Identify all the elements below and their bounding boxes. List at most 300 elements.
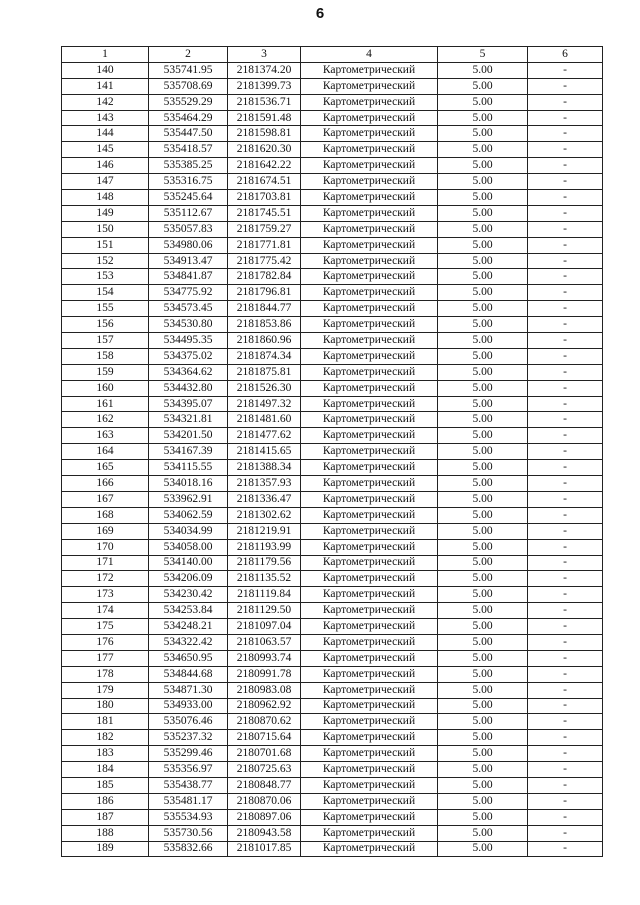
note-cell: - — [528, 190, 603, 206]
table-row — [62, 555, 603, 571]
x-coordinate-cell: 534775.92 — [149, 285, 228, 301]
note-cell: - — [528, 380, 603, 396]
note-cell: - — [528, 555, 603, 571]
point-number-cell: 166 — [62, 476, 149, 492]
point-number-cell: 161 — [62, 396, 149, 412]
table-row — [62, 825, 603, 841]
y-coordinate-cell: 2181302.62 — [228, 507, 301, 523]
note-cell: - — [528, 762, 603, 778]
table-row — [62, 221, 603, 237]
note-cell: - — [528, 571, 603, 587]
x-coordinate-cell: 535438.77 — [149, 777, 228, 793]
accuracy-cell: 5.00 — [438, 825, 528, 841]
note-cell: - — [528, 698, 603, 714]
x-coordinate-cell: 534364.62 — [149, 364, 228, 380]
method-cell: Картометрический — [301, 507, 438, 523]
y-coordinate-cell: 2180983.08 — [228, 682, 301, 698]
method-cell: Картометрический — [301, 523, 438, 539]
y-coordinate-cell: 2181591.48 — [228, 110, 301, 126]
y-coordinate-cell: 2181844.77 — [228, 301, 301, 317]
note-cell: - — [528, 158, 603, 174]
method-cell: Картометрический — [301, 253, 438, 269]
table-row — [62, 793, 603, 809]
point-number-cell: 178 — [62, 666, 149, 682]
x-coordinate-cell: 535245.64 — [149, 190, 228, 206]
table-row — [62, 539, 603, 555]
note-cell: - — [528, 587, 603, 603]
note-cell: - — [528, 428, 603, 444]
accuracy-cell: 5.00 — [438, 444, 528, 460]
method-cell: Картометрический — [301, 269, 438, 285]
point-number-cell: 141 — [62, 78, 149, 94]
x-coordinate-cell: 534322.42 — [149, 634, 228, 650]
x-coordinate-cell: 535832.66 — [149, 841, 228, 857]
table-row — [62, 62, 603, 78]
accuracy-cell: 5.00 — [438, 317, 528, 333]
accuracy-cell: 5.00 — [438, 333, 528, 349]
note-cell: - — [528, 809, 603, 825]
table-row — [62, 142, 603, 158]
y-coordinate-cell: 2181477.62 — [228, 428, 301, 444]
y-coordinate-cell: 2181179.56 — [228, 555, 301, 571]
table-row — [62, 174, 603, 190]
note-cell: - — [528, 714, 603, 730]
note-cell: - — [528, 777, 603, 793]
point-number-cell: 179 — [62, 682, 149, 698]
note-cell: - — [528, 523, 603, 539]
x-coordinate-cell: 535447.50 — [149, 126, 228, 142]
accuracy-cell: 5.00 — [438, 571, 528, 587]
point-number-cell: 156 — [62, 317, 149, 333]
note-cell: - — [528, 412, 603, 428]
x-coordinate-cell: 534201.50 — [149, 428, 228, 444]
table-header-row — [62, 47, 603, 63]
point-number-cell: 157 — [62, 333, 149, 349]
note-cell: - — [528, 825, 603, 841]
point-number-cell: 167 — [62, 491, 149, 507]
method-cell: Картометрический — [301, 603, 438, 619]
point-number-cell: 186 — [62, 793, 149, 809]
x-coordinate-cell: 534495.35 — [149, 333, 228, 349]
method-cell: Картометрический — [301, 809, 438, 825]
point-number-cell: 184 — [62, 762, 149, 778]
note-cell: - — [528, 650, 603, 666]
point-number-cell: 169 — [62, 523, 149, 539]
accuracy-cell: 5.00 — [438, 94, 528, 110]
point-number-cell: 154 — [62, 285, 149, 301]
accuracy-cell: 5.00 — [438, 205, 528, 221]
accuracy-cell: 5.00 — [438, 237, 528, 253]
x-coordinate-cell: 534913.47 — [149, 253, 228, 269]
y-coordinate-cell: 2181759.27 — [228, 221, 301, 237]
column-header: 4 — [301, 47, 438, 63]
method-cell: Картометрический — [301, 174, 438, 190]
x-coordinate-cell: 535481.17 — [149, 793, 228, 809]
y-coordinate-cell: 2181063.57 — [228, 634, 301, 650]
point-number-cell: 147 — [62, 174, 149, 190]
note-cell: - — [528, 460, 603, 476]
accuracy-cell: 5.00 — [438, 126, 528, 142]
point-number-cell: 152 — [62, 253, 149, 269]
method-cell: Картометрический — [301, 428, 438, 444]
table-row — [62, 507, 603, 523]
table-row — [62, 348, 603, 364]
method-cell: Картометрический — [301, 301, 438, 317]
note-cell: - — [528, 237, 603, 253]
accuracy-cell: 5.00 — [438, 650, 528, 666]
point-number-cell: 176 — [62, 634, 149, 650]
table-row — [62, 698, 603, 714]
method-cell: Картометрический — [301, 730, 438, 746]
y-coordinate-cell: 2181745.51 — [228, 205, 301, 221]
table-body — [62, 62, 603, 857]
method-cell: Картометрический — [301, 205, 438, 221]
table-row — [62, 253, 603, 269]
x-coordinate-cell: 534230.42 — [149, 587, 228, 603]
accuracy-cell: 5.00 — [438, 491, 528, 507]
y-coordinate-cell: 2181875.81 — [228, 364, 301, 380]
method-cell: Картометрический — [301, 650, 438, 666]
table-row — [62, 94, 603, 110]
point-number-cell: 148 — [62, 190, 149, 206]
y-coordinate-cell: 2181771.81 — [228, 237, 301, 253]
x-coordinate-cell: 535534.93 — [149, 809, 228, 825]
y-coordinate-cell: 2180701.68 — [228, 746, 301, 762]
note-cell: - — [528, 62, 603, 78]
table-row — [62, 746, 603, 762]
note-cell: - — [528, 94, 603, 110]
note-cell: - — [528, 221, 603, 237]
y-coordinate-cell: 2180715.64 — [228, 730, 301, 746]
y-coordinate-cell: 2181129.50 — [228, 603, 301, 619]
x-coordinate-cell: 534321.81 — [149, 412, 228, 428]
note-cell: - — [528, 126, 603, 142]
accuracy-cell: 5.00 — [438, 62, 528, 78]
point-number-cell: 140 — [62, 62, 149, 78]
note-cell: - — [528, 78, 603, 94]
note-cell: - — [528, 746, 603, 762]
accuracy-cell: 5.00 — [438, 698, 528, 714]
y-coordinate-cell: 2181620.30 — [228, 142, 301, 158]
x-coordinate-cell: 535529.29 — [149, 94, 228, 110]
method-cell: Картометрический — [301, 142, 438, 158]
y-coordinate-cell: 2181399.73 — [228, 78, 301, 94]
note-cell: - — [528, 317, 603, 333]
method-cell: Картометрический — [301, 396, 438, 412]
x-coordinate-cell: 535708.69 — [149, 78, 228, 94]
point-number-cell: 153 — [62, 269, 149, 285]
table-row — [62, 317, 603, 333]
y-coordinate-cell: 2181874.34 — [228, 348, 301, 364]
point-number-cell: 168 — [62, 507, 149, 523]
table-row — [62, 666, 603, 682]
table-row — [62, 714, 603, 730]
method-cell: Картометрический — [301, 762, 438, 778]
accuracy-cell: 5.00 — [438, 190, 528, 206]
column-header: 5 — [438, 47, 528, 63]
accuracy-cell: 5.00 — [438, 78, 528, 94]
y-coordinate-cell: 2181526.30 — [228, 380, 301, 396]
accuracy-cell: 5.00 — [438, 158, 528, 174]
accuracy-cell: 5.00 — [438, 666, 528, 682]
y-coordinate-cell: 2181336.47 — [228, 491, 301, 507]
column-header: 2 — [149, 47, 228, 63]
table-row — [62, 78, 603, 94]
table-row — [62, 809, 603, 825]
point-number-cell: 182 — [62, 730, 149, 746]
point-number-cell: 158 — [62, 348, 149, 364]
accuracy-cell: 5.00 — [438, 460, 528, 476]
accuracy-cell: 5.00 — [438, 110, 528, 126]
point-number-cell: 174 — [62, 603, 149, 619]
accuracy-cell: 5.00 — [438, 476, 528, 492]
accuracy-cell: 5.00 — [438, 539, 528, 555]
accuracy-cell: 5.00 — [438, 714, 528, 730]
x-coordinate-cell: 534841.87 — [149, 269, 228, 285]
note-cell: - — [528, 619, 603, 635]
accuracy-cell: 5.00 — [438, 841, 528, 857]
x-coordinate-cell: 535741.95 — [149, 62, 228, 78]
table-row — [62, 190, 603, 206]
y-coordinate-cell: 2180870.06 — [228, 793, 301, 809]
x-coordinate-cell: 534140.00 — [149, 555, 228, 571]
method-cell: Картометрический — [301, 619, 438, 635]
y-coordinate-cell: 2181860.96 — [228, 333, 301, 349]
y-coordinate-cell: 2181357.93 — [228, 476, 301, 492]
y-coordinate-cell: 2181703.81 — [228, 190, 301, 206]
accuracy-cell: 5.00 — [438, 587, 528, 603]
table-row — [62, 634, 603, 650]
x-coordinate-cell: 535418.57 — [149, 142, 228, 158]
y-coordinate-cell: 2180897.06 — [228, 809, 301, 825]
method-cell: Картометрический — [301, 364, 438, 380]
y-coordinate-cell: 2181374.20 — [228, 62, 301, 78]
accuracy-cell: 5.00 — [438, 142, 528, 158]
column-header: 1 — [62, 47, 149, 63]
note-cell: - — [528, 142, 603, 158]
y-coordinate-cell: 2181135.52 — [228, 571, 301, 587]
accuracy-cell: 5.00 — [438, 762, 528, 778]
method-cell: Картометрический — [301, 746, 438, 762]
x-coordinate-cell: 534018.16 — [149, 476, 228, 492]
method-cell: Картометрический — [301, 62, 438, 78]
accuracy-cell: 5.00 — [438, 603, 528, 619]
table-row — [62, 777, 603, 793]
accuracy-cell: 5.00 — [438, 364, 528, 380]
method-cell: Картометрический — [301, 94, 438, 110]
table-row — [62, 364, 603, 380]
coordinates-table — [61, 46, 603, 857]
y-coordinate-cell: 2181782.84 — [228, 269, 301, 285]
accuracy-cell: 5.00 — [438, 301, 528, 317]
table-row — [62, 650, 603, 666]
note-cell: - — [528, 634, 603, 650]
table-row — [62, 428, 603, 444]
y-coordinate-cell: 2181775.42 — [228, 253, 301, 269]
x-coordinate-cell: 534871.30 — [149, 682, 228, 698]
method-cell: Картометрический — [301, 380, 438, 396]
table-row — [62, 730, 603, 746]
point-number-cell: 160 — [62, 380, 149, 396]
point-number-cell: 164 — [62, 444, 149, 460]
accuracy-cell: 5.00 — [438, 746, 528, 762]
y-coordinate-cell: 2181481.60 — [228, 412, 301, 428]
y-coordinate-cell: 2181674.51 — [228, 174, 301, 190]
x-coordinate-cell: 535299.46 — [149, 746, 228, 762]
table-row — [62, 285, 603, 301]
method-cell: Картометрический — [301, 460, 438, 476]
point-number-cell: 180 — [62, 698, 149, 714]
table-row — [62, 587, 603, 603]
accuracy-cell: 5.00 — [438, 634, 528, 650]
x-coordinate-cell: 535076.46 — [149, 714, 228, 730]
note-cell: - — [528, 285, 603, 301]
y-coordinate-cell: 2181017.85 — [228, 841, 301, 857]
table-row — [62, 762, 603, 778]
method-cell: Картометрический — [301, 412, 438, 428]
x-coordinate-cell: 534058.00 — [149, 539, 228, 555]
point-number-cell: 144 — [62, 126, 149, 142]
point-number-cell: 185 — [62, 777, 149, 793]
column-header: 3 — [228, 47, 301, 63]
method-cell: Картометрический — [301, 348, 438, 364]
accuracy-cell: 5.00 — [438, 619, 528, 635]
x-coordinate-cell: 535730.56 — [149, 825, 228, 841]
x-coordinate-cell: 534248.21 — [149, 619, 228, 635]
note-cell: - — [528, 269, 603, 285]
note-cell: - — [528, 301, 603, 317]
note-cell: - — [528, 444, 603, 460]
x-coordinate-cell: 534115.55 — [149, 460, 228, 476]
method-cell: Картометрический — [301, 491, 438, 507]
y-coordinate-cell: 2181415.65 — [228, 444, 301, 460]
y-coordinate-cell: 2181796.81 — [228, 285, 301, 301]
note-cell: - — [528, 364, 603, 380]
x-coordinate-cell: 534980.06 — [149, 237, 228, 253]
point-number-cell: 171 — [62, 555, 149, 571]
method-cell: Картометрический — [301, 158, 438, 174]
note-cell: - — [528, 110, 603, 126]
point-number-cell: 162 — [62, 412, 149, 428]
table-row — [62, 380, 603, 396]
table-row — [62, 237, 603, 253]
point-number-cell: 170 — [62, 539, 149, 555]
note-cell: - — [528, 476, 603, 492]
table-row — [62, 205, 603, 221]
accuracy-cell: 5.00 — [438, 348, 528, 364]
point-number-cell: 165 — [62, 460, 149, 476]
y-coordinate-cell: 2181119.84 — [228, 587, 301, 603]
table-row — [62, 571, 603, 587]
x-coordinate-cell: 534034.99 — [149, 523, 228, 539]
table-row — [62, 158, 603, 174]
method-cell: Картометрический — [301, 317, 438, 333]
x-coordinate-cell: 535356.97 — [149, 762, 228, 778]
table-row — [62, 396, 603, 412]
x-coordinate-cell: 534933.00 — [149, 698, 228, 714]
y-coordinate-cell: 2181598.81 — [228, 126, 301, 142]
x-coordinate-cell: 535385.25 — [149, 158, 228, 174]
method-cell: Картометрический — [301, 555, 438, 571]
y-coordinate-cell: 2181642.22 — [228, 158, 301, 174]
x-coordinate-cell: 534844.68 — [149, 666, 228, 682]
x-coordinate-cell: 534062.59 — [149, 507, 228, 523]
y-coordinate-cell: 2181193.99 — [228, 539, 301, 555]
method-cell: Картометрический — [301, 333, 438, 349]
method-cell: Картометрический — [301, 476, 438, 492]
method-cell: Картометрический — [301, 825, 438, 841]
method-cell: Картометрический — [301, 666, 438, 682]
note-cell: - — [528, 841, 603, 857]
point-number-cell: 159 — [62, 364, 149, 380]
table-row — [62, 301, 603, 317]
method-cell: Картометрический — [301, 237, 438, 253]
y-coordinate-cell: 2181536.71 — [228, 94, 301, 110]
y-coordinate-cell: 2181097.04 — [228, 619, 301, 635]
x-coordinate-cell: 534432.80 — [149, 380, 228, 396]
x-coordinate-cell: 534530.80 — [149, 317, 228, 333]
x-coordinate-cell: 535237.32 — [149, 730, 228, 746]
x-coordinate-cell: 534650.95 — [149, 650, 228, 666]
table-row — [62, 460, 603, 476]
y-coordinate-cell: 2180725.63 — [228, 762, 301, 778]
point-number-cell: 145 — [62, 142, 149, 158]
method-cell: Картометрический — [301, 777, 438, 793]
method-cell: Картометрический — [301, 587, 438, 603]
method-cell: Картометрический — [301, 110, 438, 126]
y-coordinate-cell: 2180943.58 — [228, 825, 301, 841]
point-number-cell: 151 — [62, 237, 149, 253]
x-coordinate-cell: 534573.45 — [149, 301, 228, 317]
point-number-cell: 172 — [62, 571, 149, 587]
accuracy-cell: 5.00 — [438, 253, 528, 269]
point-number-cell: 163 — [62, 428, 149, 444]
point-number-cell: 189 — [62, 841, 149, 857]
method-cell: Картометрический — [301, 444, 438, 460]
y-coordinate-cell: 2181219.91 — [228, 523, 301, 539]
method-cell: Картометрический — [301, 714, 438, 730]
note-cell: - — [528, 491, 603, 507]
table-row — [62, 603, 603, 619]
accuracy-cell: 5.00 — [438, 777, 528, 793]
y-coordinate-cell: 2180848.77 — [228, 777, 301, 793]
point-number-cell: 143 — [62, 110, 149, 126]
accuracy-cell: 5.00 — [438, 507, 528, 523]
accuracy-cell: 5.00 — [438, 396, 528, 412]
table-row — [62, 333, 603, 349]
point-number-cell: 155 — [62, 301, 149, 317]
method-cell: Картометрический — [301, 126, 438, 142]
point-number-cell: 173 — [62, 587, 149, 603]
method-cell: Картометрический — [301, 78, 438, 94]
accuracy-cell: 5.00 — [438, 174, 528, 190]
y-coordinate-cell: 2180993.74 — [228, 650, 301, 666]
point-number-cell: 187 — [62, 809, 149, 825]
x-coordinate-cell: 533962.91 — [149, 491, 228, 507]
method-cell: Картометрический — [301, 698, 438, 714]
x-coordinate-cell: 535316.75 — [149, 174, 228, 190]
x-coordinate-cell: 534395.07 — [149, 396, 228, 412]
point-number-cell: 175 — [62, 619, 149, 635]
y-coordinate-cell: 2181853.86 — [228, 317, 301, 333]
note-cell: - — [528, 333, 603, 349]
accuracy-cell: 5.00 — [438, 523, 528, 539]
point-number-cell: 146 — [62, 158, 149, 174]
note-cell: - — [528, 507, 603, 523]
accuracy-cell: 5.00 — [438, 682, 528, 698]
table-row — [62, 126, 603, 142]
y-coordinate-cell: 2181497.32 — [228, 396, 301, 412]
